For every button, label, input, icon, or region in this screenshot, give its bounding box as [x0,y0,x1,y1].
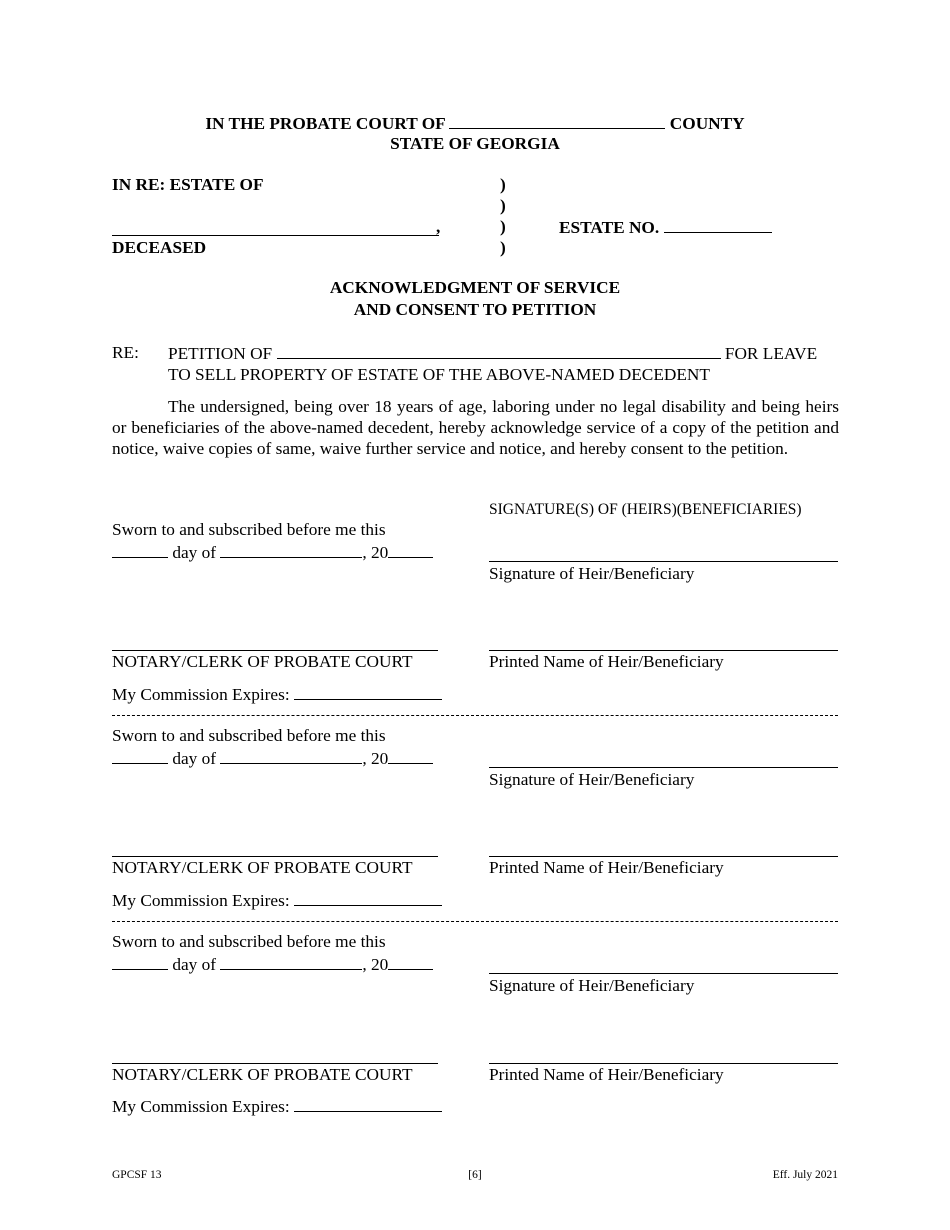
month-blank[interactable] [220,541,362,558]
date-line [112,747,433,770]
in-re-label: IN RE: ESTATE OF [112,175,264,194]
re-label: RE: [112,343,139,362]
day-blank[interactable] [112,541,168,558]
estate-no [559,216,772,239]
notary-label: NOTARY/CLERK OF PROBATE COURT [112,652,413,671]
date-line [112,953,433,976]
commission-line [112,1095,442,1118]
year-blank[interactable] [388,747,433,764]
year-prefix: , 20 [362,749,389,768]
decedent-name-blank[interactable] [112,235,439,236]
sworn-text: Sworn to and subscribed before me this [112,932,386,951]
printed-name-label: Printed Name of Heir/Beneficiary [489,858,724,877]
sworn-text: Sworn to and subscribed before me this [112,520,386,539]
state-heading: STATE OF GEORGIA [390,134,560,153]
county-blank[interactable] [449,112,665,129]
caption-paren: ) [500,196,506,215]
effective-date: Eff. July 2021 [772,1169,838,1181]
printed-name-label: Printed Name of Heir/Beneficiary [489,652,724,671]
day-of-label: day of [172,543,216,562]
section-divider [112,921,838,922]
form-id: GPCSF 13 [112,1169,162,1181]
court-prefix: IN THE PROBATE COURT OF [205,114,446,133]
court-suffix: COUNTY [669,114,745,133]
year-prefix: , 20 [362,955,389,974]
caption-paren: ) [500,238,506,257]
signature-label: Signature of Heir/Beneficiary [489,976,695,995]
re-line2: TO SELL PROPERTY OF ESTATE OF THE ABOVE-NAMED DECEDENT [168,365,710,384]
day-blank[interactable] [112,953,168,970]
page-number: [6] [468,1169,482,1181]
commission-blank[interactable] [294,683,442,700]
year-prefix: , 20 [362,543,389,562]
month-blank[interactable] [220,953,362,970]
document-title-line2: AND CONSENT TO PETITION [353,300,597,319]
date-line [112,541,433,564]
petition-of-label: PETITION OF [168,344,273,363]
signature-label: Signature of Heir/Beneficiary [489,564,695,583]
sworn-text: Sworn to and subscribed before me this [112,726,386,745]
section-divider [112,715,838,716]
day-of-label: day of [172,749,216,768]
notary-label: NOTARY/CLERK OF PROBATE COURT [112,1065,413,1084]
month-blank[interactable] [220,747,362,764]
notary-label: NOTARY/CLERK OF PROBATE COURT [112,858,413,877]
for-leave-label: FOR LEAVE [724,344,818,363]
petitioner-blank[interactable] [277,342,721,359]
commission-blank[interactable] [294,889,442,906]
signature-line[interactable] [489,973,838,974]
commission-label: My Commission Expires: [112,1097,290,1116]
document-title-line1: ACKNOWLEDGMENT OF SERVICE [329,278,621,297]
signature-label: Signature of Heir/Beneficiary [489,770,695,789]
printed-name-label: Printed Name of Heir/Beneficiary [489,1065,724,1084]
deceased-label: DECEASED [112,238,207,257]
signatures-heading: SIGNATURE(S) OF (HEIRS)(BENEFICIARIES) [489,501,802,518]
commission-line [112,683,442,706]
caption-paren: ) [500,217,506,236]
year-blank[interactable] [388,541,433,558]
commission-label: My Commission Expires: [112,685,290,704]
caption-comma: , [436,217,441,236]
day-of-label: day of [172,955,216,974]
estate-no-label: ESTATE NO. [559,218,660,237]
year-blank[interactable] [388,953,433,970]
consent-paragraph: The undersigned, being over 18 years of age, laboring under no legal disability and being heirs or beneficiaries of the above-named decedent, hereby acknowledge service of a copy of the petition and notice, waive copies of same, waive further service and notice, and hereby consent to the petition. [112,397,839,458]
court-heading [0,112,950,135]
commission-label: My Commission Expires: [112,891,290,910]
day-blank[interactable] [112,747,168,764]
signature-line[interactable] [489,767,838,768]
commission-blank[interactable] [294,1095,442,1112]
signature-line[interactable] [489,561,838,562]
commission-line [112,889,442,912]
petition-line [168,342,817,365]
caption-paren: ) [500,175,506,194]
estate-no-blank[interactable] [664,216,772,233]
